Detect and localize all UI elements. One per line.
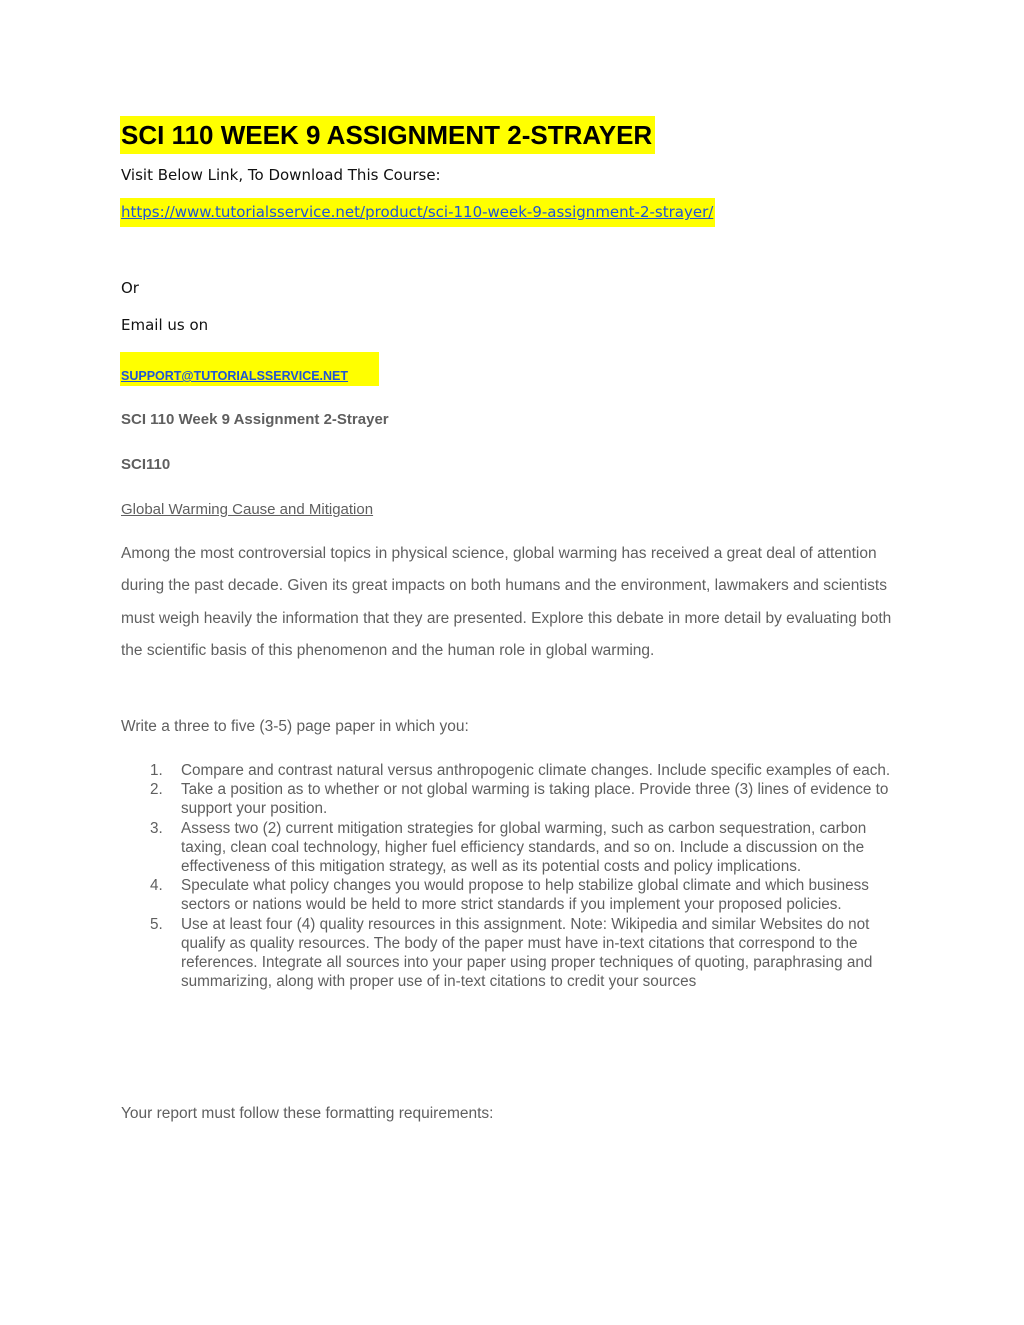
list-item xyxy=(150,915,910,992)
list-item xyxy=(150,780,910,818)
formatting-intro: Your report must follow these formatting requirements: xyxy=(121,1105,494,1122)
email-highlight xyxy=(120,352,379,386)
download-link-highlight xyxy=(120,198,715,227)
document-title: SCI 110 WEEK 9 ASSIGNMENT 2-STRAYER xyxy=(120,116,655,154)
list-item-number: 2. xyxy=(150,781,163,799)
list-item xyxy=(150,761,910,780)
list-item-number: 1. xyxy=(150,762,163,779)
course-code: SCI110 xyxy=(121,456,171,473)
list-item-text: Assess two (2) current mitigation strategies for global warming, such as carbon sequestration, carbon taxing, clean coal technology, higher fuel efficiency standards, and so on. Include a discussion on the effectiveness of this mitigation strategy, as well as its potential costs and policy implications. xyxy=(181,819,867,876)
email-label: Email us on xyxy=(121,316,209,334)
list-item-text: Speculate what policy changes you would propose to help stabilize global climate and which business sectors or nations would be held to more strict standards if you implement your proposed policies. xyxy=(181,877,869,914)
or-text: Or xyxy=(121,279,139,297)
list-item xyxy=(150,819,910,877)
requirements-list xyxy=(150,761,910,991)
list-item-number: 3. xyxy=(150,819,163,837)
support-email-link[interactable]: SUPPORT@TUTORIALSSERVICE.NET xyxy=(121,369,349,383)
topic-heading: Global Warming Cause and Mitigation xyxy=(121,501,374,518)
list-item xyxy=(150,876,910,914)
list-item-text: Compare and contrast natural versus anthropogenic climate changes. Include specific examples of each. xyxy=(181,762,891,779)
visit-text: Visit Below Link, To Download This Course: xyxy=(121,166,441,184)
list-item-text: Use at least four (4) quality resources in this assignment. Note: Wikipedia and similar Websites do not qualify as quality resources. The body of the paper must have in-text citations that correspond to the references. Integrate all sources into your paper using proper techniques of quoting, paraphrasing and summarizing, along with proper use of in-text citations to credit your sources xyxy=(181,915,873,991)
list-item-number: 4. xyxy=(150,877,163,895)
download-link[interactable]: https://www.tutorialsservice.net/product/sci-110-week-9-assignment-2-strayer/ xyxy=(121,203,714,221)
assignment-subtitle: SCI 110 Week 9 Assignment 2-Strayer xyxy=(121,411,389,428)
instruction-text: Write a three to five (3-5) page paper in which you: xyxy=(121,718,469,735)
intro-paragraph: Among the most controversial topics in physical science, global warming has received a great deal of attention during the past decade. Given its great impacts on both humans and the environment, lawmakers and scientists must weigh heavily the information that they are presented. Explore this debate in more detail by evaluating both the scientific basis of this phenomenon and the human role in global warming. xyxy=(121,545,892,659)
list-item-number: 5. xyxy=(150,915,163,933)
list-item-text: Take a position as to whether or not global warming is taking place. Provide three (3) lines of evidence to support your position. xyxy=(181,781,889,818)
